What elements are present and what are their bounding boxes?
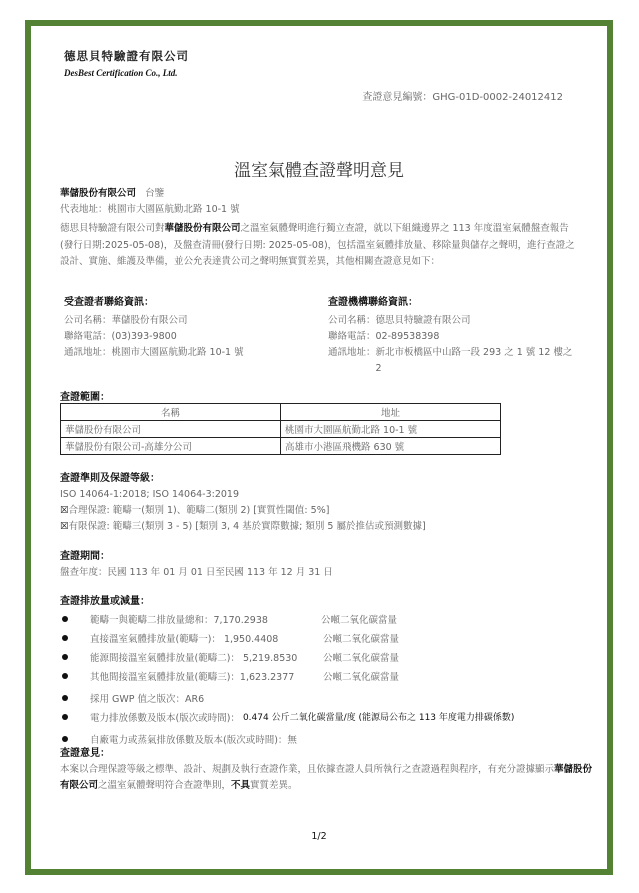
emission-label: 能源間接溫室氣體排放量(範疇二)： — [90, 652, 240, 664]
opinion-text-part: 實質差異。 — [250, 780, 298, 791]
opinion-text-part: 之溫室氣體聲明符合查證準則， — [98, 780, 232, 791]
document-title: 溫室氣體查證聲明意見 — [234, 161, 404, 181]
verifier-phone: 02-89538398 — [375, 331, 440, 342]
scope-heading: 查證範圍： — [60, 392, 110, 403]
intro-rest: 之溫室氣體聲明進行獨立查證，就以下組織邊界之 113 年度溫室氣體盤查報告(發行日期:2025-05-08)，及盤查清冊(發行日期: 2025-05-08)，包括溫室氣體排放量、移除量與儲存之聲明，進行查證之設計、實施、維護及準備，並公允表達貴公司之聲明無實質差異，其他相關查證意見如下： — [60, 223, 575, 267]
emission-label: 直接溫室氣體排放量(範疇一)： — [90, 633, 221, 645]
table-row — [61, 438, 501, 455]
power-factor-value: 0.474 公斤二氧化碳當量/度 (能源局公布之 113 年度電力排碳係數) — [242, 713, 515, 723]
emission-value: 1,950.4408 — [223, 633, 279, 645]
emission-label: 其他間接溫室氣體排放量(範疇三)： — [90, 671, 240, 683]
list-item — [60, 707, 590, 726]
reasonable-assurance-text: 合理保證: 範疇一(類別 1)、範疇二(類別 2) [實質性閾值: 5%] — [68, 505, 330, 516]
period-text: 盤查年度：民國 113 年 01 月 01 日至民國 113 年 12 月 31 日 — [60, 567, 333, 578]
label: 通訊地址： — [64, 347, 112, 358]
page-border — [25, 20, 613, 875]
limited-assurance-text: 有限保證: 範疇三(類別 3 - 5) [類別 3, 4 基於實際數據; 類別 5 屬於推估或預測數據] — [68, 521, 426, 532]
label: 通訊地址： — [328, 347, 376, 358]
verifier-contact-heading: 查證機構聯絡資訊： — [328, 297, 418, 308]
client-block — [60, 186, 240, 218]
bullet-icon — [62, 673, 68, 679]
criteria-section — [60, 471, 426, 535]
intro-paragraph — [60, 221, 580, 271]
checked-box-icon: ☒ — [60, 521, 69, 532]
list-item — [60, 628, 590, 647]
verifier-contact — [328, 295, 578, 377]
gwp-version: 採用 GWP 值之版次：AR6 — [90, 693, 205, 705]
scope-table-header — [61, 404, 501, 421]
checked-box-icon: ☒ — [60, 505, 69, 516]
scope-table — [60, 403, 501, 455]
page-number: 1/2 — [311, 831, 327, 842]
emission-value: 5,219.8530 — [242, 652, 298, 664]
opinion-heading: 查證意見： — [60, 748, 110, 759]
intro-company: 華儲股份有限公司 — [164, 223, 241, 234]
opinion-emphasis: 不具 — [231, 780, 251, 791]
verifier-company: 德思貝特驗證有限公司 — [375, 315, 471, 326]
representative-address: 代表地址：桃園市大園區航勤北路 10-1 號 — [60, 204, 240, 215]
criteria-heading: 查證準則及保證等級： — [60, 473, 160, 484]
bullet-icon — [62, 635, 68, 641]
cell-address: 桃園市大園區航勤北路 10-1 號 — [281, 421, 501, 438]
period-section — [60, 549, 333, 581]
criteria-standards: ISO 14064-1:2018; ISO 14064-3:2019 — [60, 489, 240, 500]
reasonable-assurance — [60, 503, 426, 519]
emissions-list — [60, 609, 590, 748]
list-item — [60, 609, 590, 628]
emission-value: 7,170.2938 — [213, 614, 268, 626]
emission-unit: 公噸二氧化碳當量 — [323, 633, 400, 645]
emission-unit: 公噸二氧化碳當量 — [323, 671, 400, 683]
verified-contact-heading: 受查證者聯絡資訊： — [64, 297, 154, 308]
table-row — [61, 421, 501, 438]
emissions-section — [60, 592, 590, 748]
self-power-factor: 自廠電力或蒸氣排放係數及版本(版次或時間)：無 — [90, 734, 297, 746]
label: 公司名稱： — [64, 315, 112, 326]
opinion-text — [60, 762, 600, 794]
cell-name: 華儲股份有限公司-高雄分公司 — [61, 438, 281, 455]
verifier-address: 新北市板橋區中山路一段 293 之 1 號 12 樓之 2 — [375, 347, 573, 374]
reference-value: GHG-01D-0002-24012412 — [432, 92, 563, 103]
bullet-icon — [62, 654, 68, 660]
power-factor-label: 電力排放係數及版本(版次或時間)： — [90, 712, 240, 724]
bullet-icon — [62, 714, 68, 720]
bullet-icon — [62, 736, 68, 742]
opinion-text-part: 本案以合理保證等級之標準、設計、規劃及執行查證作業，且依據查證人員所執行之查證過程與程序，有充分證據顯示 — [60, 764, 555, 775]
reference-number — [362, 88, 563, 103]
client-name: 華儲股份有限公司 — [60, 188, 137, 199]
label: 聯絡電話： — [328, 331, 376, 342]
verified-company: 華儲股份有限公司 — [111, 315, 188, 326]
list-item — [60, 666, 590, 685]
cell-name: 華儲股份有限公司 — [61, 421, 281, 438]
emission-label: 範疇一與範疇二排放量總和： — [90, 614, 214, 626]
verified-contact — [64, 295, 324, 361]
emission-unit: 公噸二氧化碳當量 — [321, 614, 398, 626]
bullet-icon — [62, 695, 68, 701]
label: 聯絡電話： — [64, 331, 112, 342]
label: 公司名稱： — [328, 315, 376, 326]
cell-address: 高雄市小港區飛機路 630 號 — [281, 438, 501, 455]
opinion-section — [60, 746, 600, 794]
verified-address: 桃園市大園區航勤北路 10-1 號 — [111, 347, 244, 358]
column-header-name: 名稱 — [61, 404, 281, 421]
company-name-chinese: 德思貝特驗證有限公司 — [64, 49, 189, 63]
period-heading: 查證期間： — [60, 551, 110, 562]
client-addressee: 台鑒 — [145, 188, 165, 199]
column-header-address: 地址 — [281, 404, 501, 421]
opinion-company: 華儲股份有限公司 — [60, 764, 593, 791]
list-item — [60, 647, 590, 666]
emission-value: 1,623.2377 — [239, 671, 295, 683]
emissions-heading: 查證排放量或減量： — [60, 596, 150, 607]
intro-prefix: 德思貝特驗證有限公司對 — [60, 223, 165, 234]
limited-assurance — [60, 519, 426, 535]
bullet-icon — [62, 616, 68, 622]
emission-unit: 公噸二氧化碳當量 — [323, 652, 400, 664]
verified-phone: (03)393-9800 — [111, 331, 177, 342]
list-item — [60, 688, 590, 707]
reference-label: 查證意見編號： — [362, 92, 433, 103]
company-name-english: DesBest Certification Co., Ltd. — [64, 68, 178, 78]
